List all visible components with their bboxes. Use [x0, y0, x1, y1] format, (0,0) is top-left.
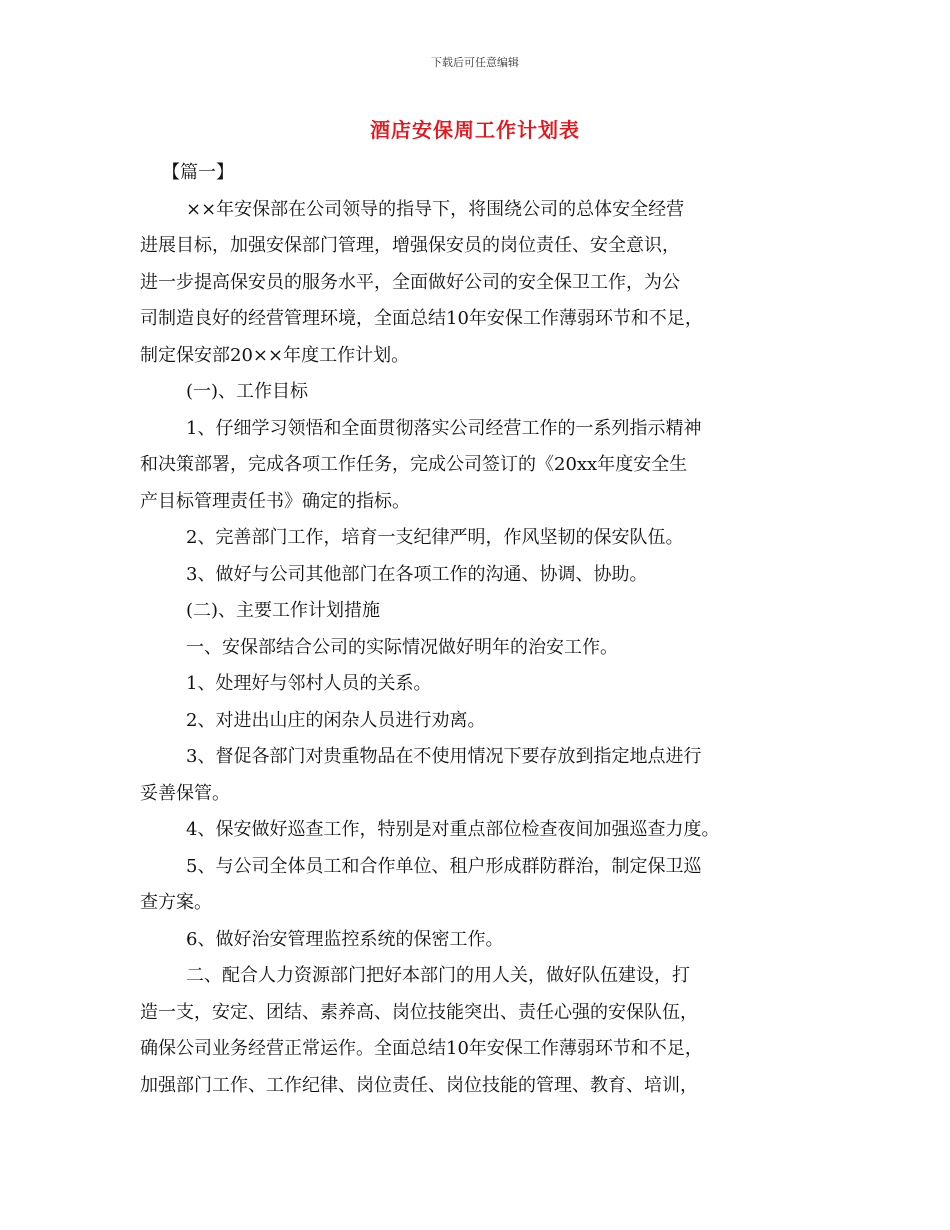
paragraph-line: 查方案。	[140, 892, 212, 913]
paragraph-line: 造一支，安定、团结、素养高、岗位技能突出、责任心强的安保队伍，	[140, 1001, 698, 1023]
section-label: 【篇一】	[162, 162, 234, 183]
paragraph-line: 2、对进出山庄的闲杂人员进行劝离。	[186, 709, 486, 731]
paragraph-line: 1、仔细学习领悟和全面贯彻落实公司经营工作的一系列指示精神	[186, 417, 702, 439]
paragraph-line: ××年安保部在公司领导的指导下，将围绕公司的总体安全经营	[186, 198, 685, 220]
paragraph-line: 1、处理好与邻村人员的关系。	[186, 673, 432, 694]
paragraph-line: 加强部门工作、工作纪律、岗位责任、岗位技能的管理、教育、培训，	[140, 1074, 698, 1096]
paragraph-line: 4、保安做好巡查工作，特别是对重点部位检查夜间加强巡查力度。	[186, 819, 720, 840]
paragraph-line: 二、配合人力资源部门把好本部门的用人关，做好队伍建设，打	[186, 965, 690, 986]
paragraph-line: 一、安保部结合公司的实际情况做好明年的治安工作。	[186, 636, 618, 658]
paragraph-line: 2、完善部门工作，培育一支纪律严明，作风坚韧的保安队伍。	[186, 527, 684, 548]
paragraph-line: (二)、主要工作计划措施	[186, 600, 381, 621]
paragraph-line: 3、督促各部门对贵重物品在不使用情况下要存放到指定地点进行	[186, 746, 702, 767]
document-body	[140, 155, 830, 1104]
document-title: 酒店安保周工作计划表	[370, 118, 580, 142]
paragraph-line: 妥善保管。	[140, 782, 230, 804]
paragraph-line: 确保公司业务经营正常运作。全面总结10年安保工作薄弱环节和不足，	[140, 1038, 703, 1059]
paragraph-list	[140, 192, 830, 1105]
paragraph-line: 产目标管理责任书》确定的指标。	[140, 490, 410, 512]
paragraph-line: 6、做好治安管理监控系统的保密工作。	[186, 928, 504, 950]
paragraph-line: 司制造良好的经营管理环境，全面总结10年安保工作薄弱环节和不足，	[140, 308, 703, 329]
paragraph-line: 5、与公司全体员工和合作单位、租户形成群防群治，制定保卫巡	[186, 855, 702, 877]
header-note: 下载后可任意编辑	[431, 56, 519, 69]
paragraph-line: 3、做好与公司其他部门在各项工作的沟通、协调、协助。	[186, 563, 648, 585]
paragraph-line: 进展目标，加强安保部门管理，增强保安员的岗位责任、安全意识，	[140, 235, 680, 256]
paragraph-line: (一)、工作目标	[186, 381, 309, 402]
paragraph-line: 制定保安部20××年度工作计划。	[140, 344, 410, 366]
paragraph-line: 和决策部署，完成各项工作任务，完成公司签订的《20xx年度安全生	[140, 454, 688, 475]
paragraph-line: 进一步提高保安员的服务水平，全面做好公司的安全保卫工作，为公	[140, 271, 680, 293]
